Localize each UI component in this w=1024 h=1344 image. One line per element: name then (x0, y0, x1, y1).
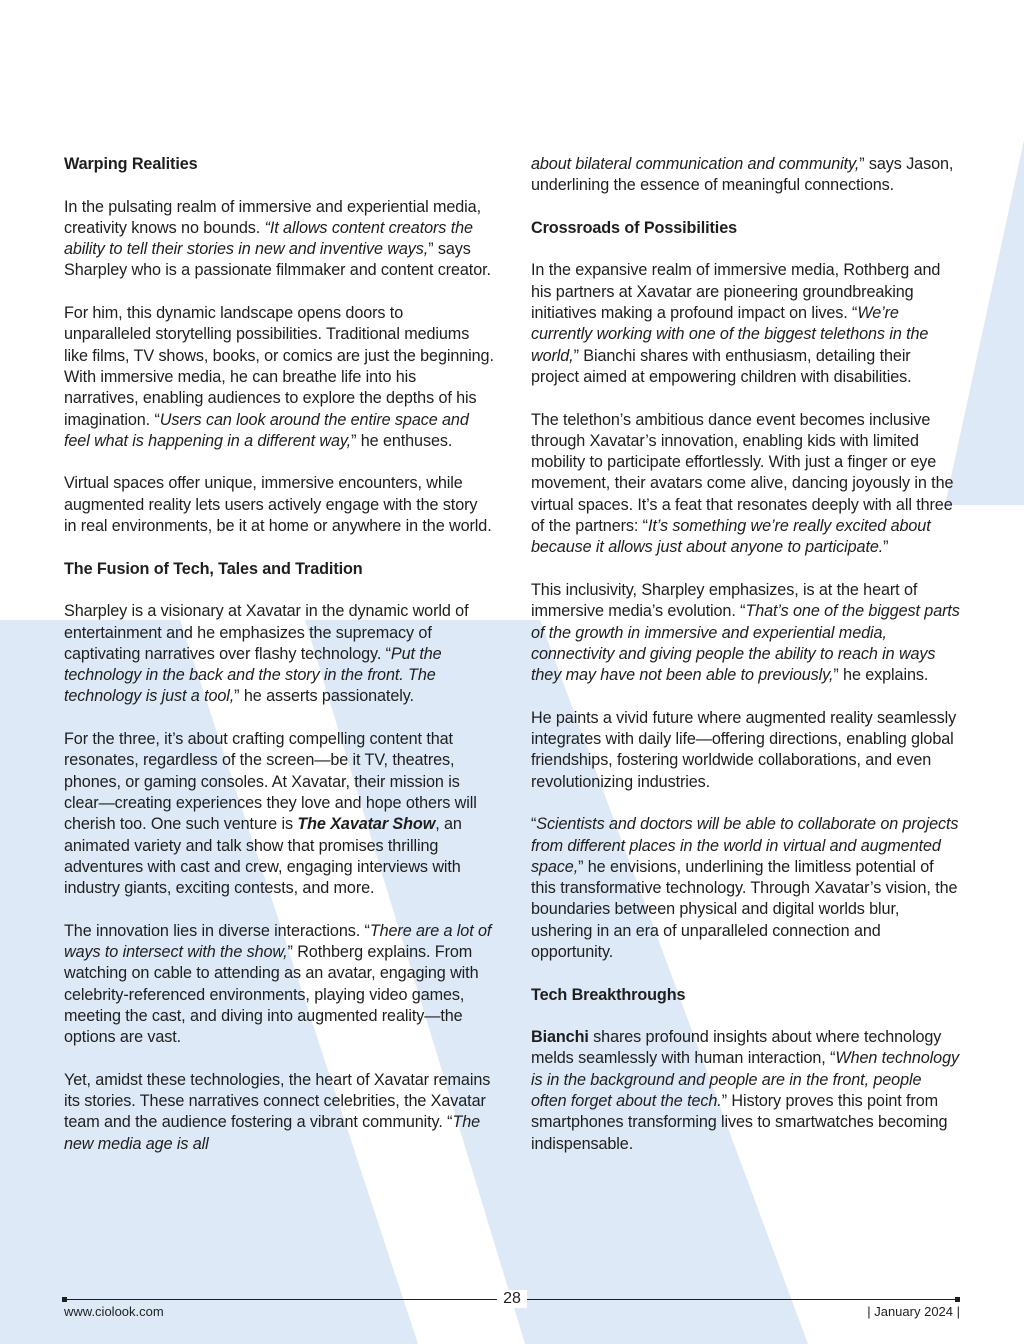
paragraph: This inclusivity, Sharpley emphasizes, is at the heart of immersive media’s evolution. “That’s one of the biggest parts of the growth in immersive and experiential media, connectivity and giving people the ability to reach in ways they may have not been able to previously,” he explains. (531, 580, 960, 685)
heading-warping-realities: Warping Realities (64, 155, 198, 173)
page-number: 28 (497, 1290, 527, 1308)
paragraph: In the expansive realm of immersive media, Rothberg and his partners at Xavatar are pioneering groundbreaking initiatives making a profound impact on lives. “We’re currently working with one of the biggest telethons in the world,” Bianchi shares with enthusiasm, detailing their project aimed at empowering children with disabilities. (531, 261, 941, 386)
right-column (531, 154, 961, 1176)
quote: That’s one of the biggest parts of the growth in immersive and experiential media, connectivity and giving people the ability to reach in ways they may have not been able to previously, (531, 602, 960, 685)
paragraph: For the three, it’s about crafting compelling content that resonates, regardless of the screen—be it TV, theatres, phones, or gaming consoles. At Xavatar, their mission is clear—creating experiences they love and hope others will cherish too. One such venture is The Xavatar Show, an animated variety and talk show that promises thrilling adventures with cast and crew, engaging interviews with industry giants, exciting contests, and more. (64, 730, 477, 898)
left-column (64, 154, 494, 1176)
footer-website[interactable]: www.ciolook.com (64, 1304, 164, 1319)
quote: It’s something we’re really excited about because it allows just about anyone to participate. (531, 517, 931, 557)
paragraph: about bilateral communication and community,” says Jason, underlining the essence of meaningful connections. (531, 155, 954, 195)
paragraph: For him, this dynamic landscape opens doors to unparalleled storytelling possibilities. Traditional mediums like films, TV shows, books, or comics are just the beginning. With immersive media, he can breathe life into his narratives, enabling audiences to explore the depths of his imagination. “Users can look around the entire space and feel what is happening in a different way,” he enthuses. (64, 304, 494, 450)
quote: The new media age is all (64, 1113, 480, 1153)
name-bianchi: Bianchi (531, 1028, 589, 1047)
quote: “It allows content creators the ability to tell their stories in new and inventive ways, (64, 218, 473, 259)
paragraph: Yet, amidst these technologies, the heart of Xavatar remains its stories. These narratives connect celebrities, the Xavatar team and the audience fostering a vibrant community. “The new media age is all (64, 1070, 491, 1153)
paragraph: Virtual spaces offer unique, immersive encounters, while augmented reality lets users actively engage with the story in real environments, be it at home or anywhere in the world. (64, 474, 492, 536)
quote: about bilateral communication and community, (531, 155, 860, 173)
show-title: The Xavatar Show (297, 815, 436, 834)
paragraph: He paints a vivid future where augmented reality seamlessly integrates with daily life—offering directions, enabling global friendships, fostering worldwide collaborations, and even revolutionizing industries. (531, 708, 957, 791)
quote: We’re currently working with one of the biggest telethons in the world, (531, 304, 929, 365)
footer-rule-end-right (955, 1297, 960, 1302)
paragraph: In the pulsating realm of immersive and experiential media, creativity knows no bounds. “It allows content creators the ability to tell their stories in new and inventive ways,” says Sharpley who is a passionate filmmaker and content creator. (64, 197, 491, 280)
paragraph: Sharpley is a visionary at Xavatar in the dynamic world of entertainment and he emphasizes the supremacy of captivating narratives over flashy technology. “Put the technology in the back and the story in the front. The technology is just a tool,” he asserts passionately. (64, 602, 469, 706)
paragraph: The innovation lies in diverse interactions. “There are a lot of ways to intersect with the show,” Rothberg explains. From watching on cable to attending as an avatar, engaging with celebrity-referenced environments, playing video games, meeting the cast, and diving into augmented reality—the options are vast. (64, 921, 492, 1047)
heading-fusion: The Fusion of Tech, Tales and Tradition (64, 559, 363, 578)
footer-issue-date: | January 2024 | (867, 1304, 960, 1319)
paragraph: Bianchi shares profound insights about where technology melds seamlessly with human interaction, “When technology is in the background and people are in the front, people often forget about the tech.” History proves this point from smartphones transforming lives to smartwatches becoming indispensable. (531, 1028, 959, 1153)
quote: When technology is in the background and people are in the front, people often forget about the tech. (531, 1049, 959, 1111)
footer-rule-end-left (62, 1297, 67, 1302)
heading-tech-breakthroughs: Tech Breakthroughs (531, 985, 686, 1004)
paragraph: The telethon’s ambitious dance event becomes inclusive through Xavatar’s innovation, enabling kids with limited mobility to participate effortlessly. With just a finger or eye movement, their avatars come alive, dancing joyously in the virtual spaces. It’s a feat that resonates deeply with all three of the partners: “It’s something we’re really excited about because it allows just about anyone to participate.” (531, 410, 954, 557)
quote: Put the technology in the back and the story in the front. The technology is just a tool, (64, 644, 442, 706)
quote: Users can look around the entire space and feel what is happening in a different way, (64, 410, 469, 450)
paragraph: “Scientists and doctors will be able to collaborate on projects from different places in the world in virtual and augmented space,” he envisions, underlining the limitless potential of this transformative technology. Through Xavatar’s vision, the boundaries between physical and digital worlds blur, ushering in an era of unparalleled connection and opportunity. (531, 815, 959, 961)
quote: Scientists and doctors will be able to collaborate on projects from different places in the world in virtual and augmented space, (531, 815, 959, 876)
heading-crossroads: Crossroads of Possibilities (531, 218, 737, 237)
quote: There are a lot of ways to intersect with the show, (64, 921, 492, 961)
